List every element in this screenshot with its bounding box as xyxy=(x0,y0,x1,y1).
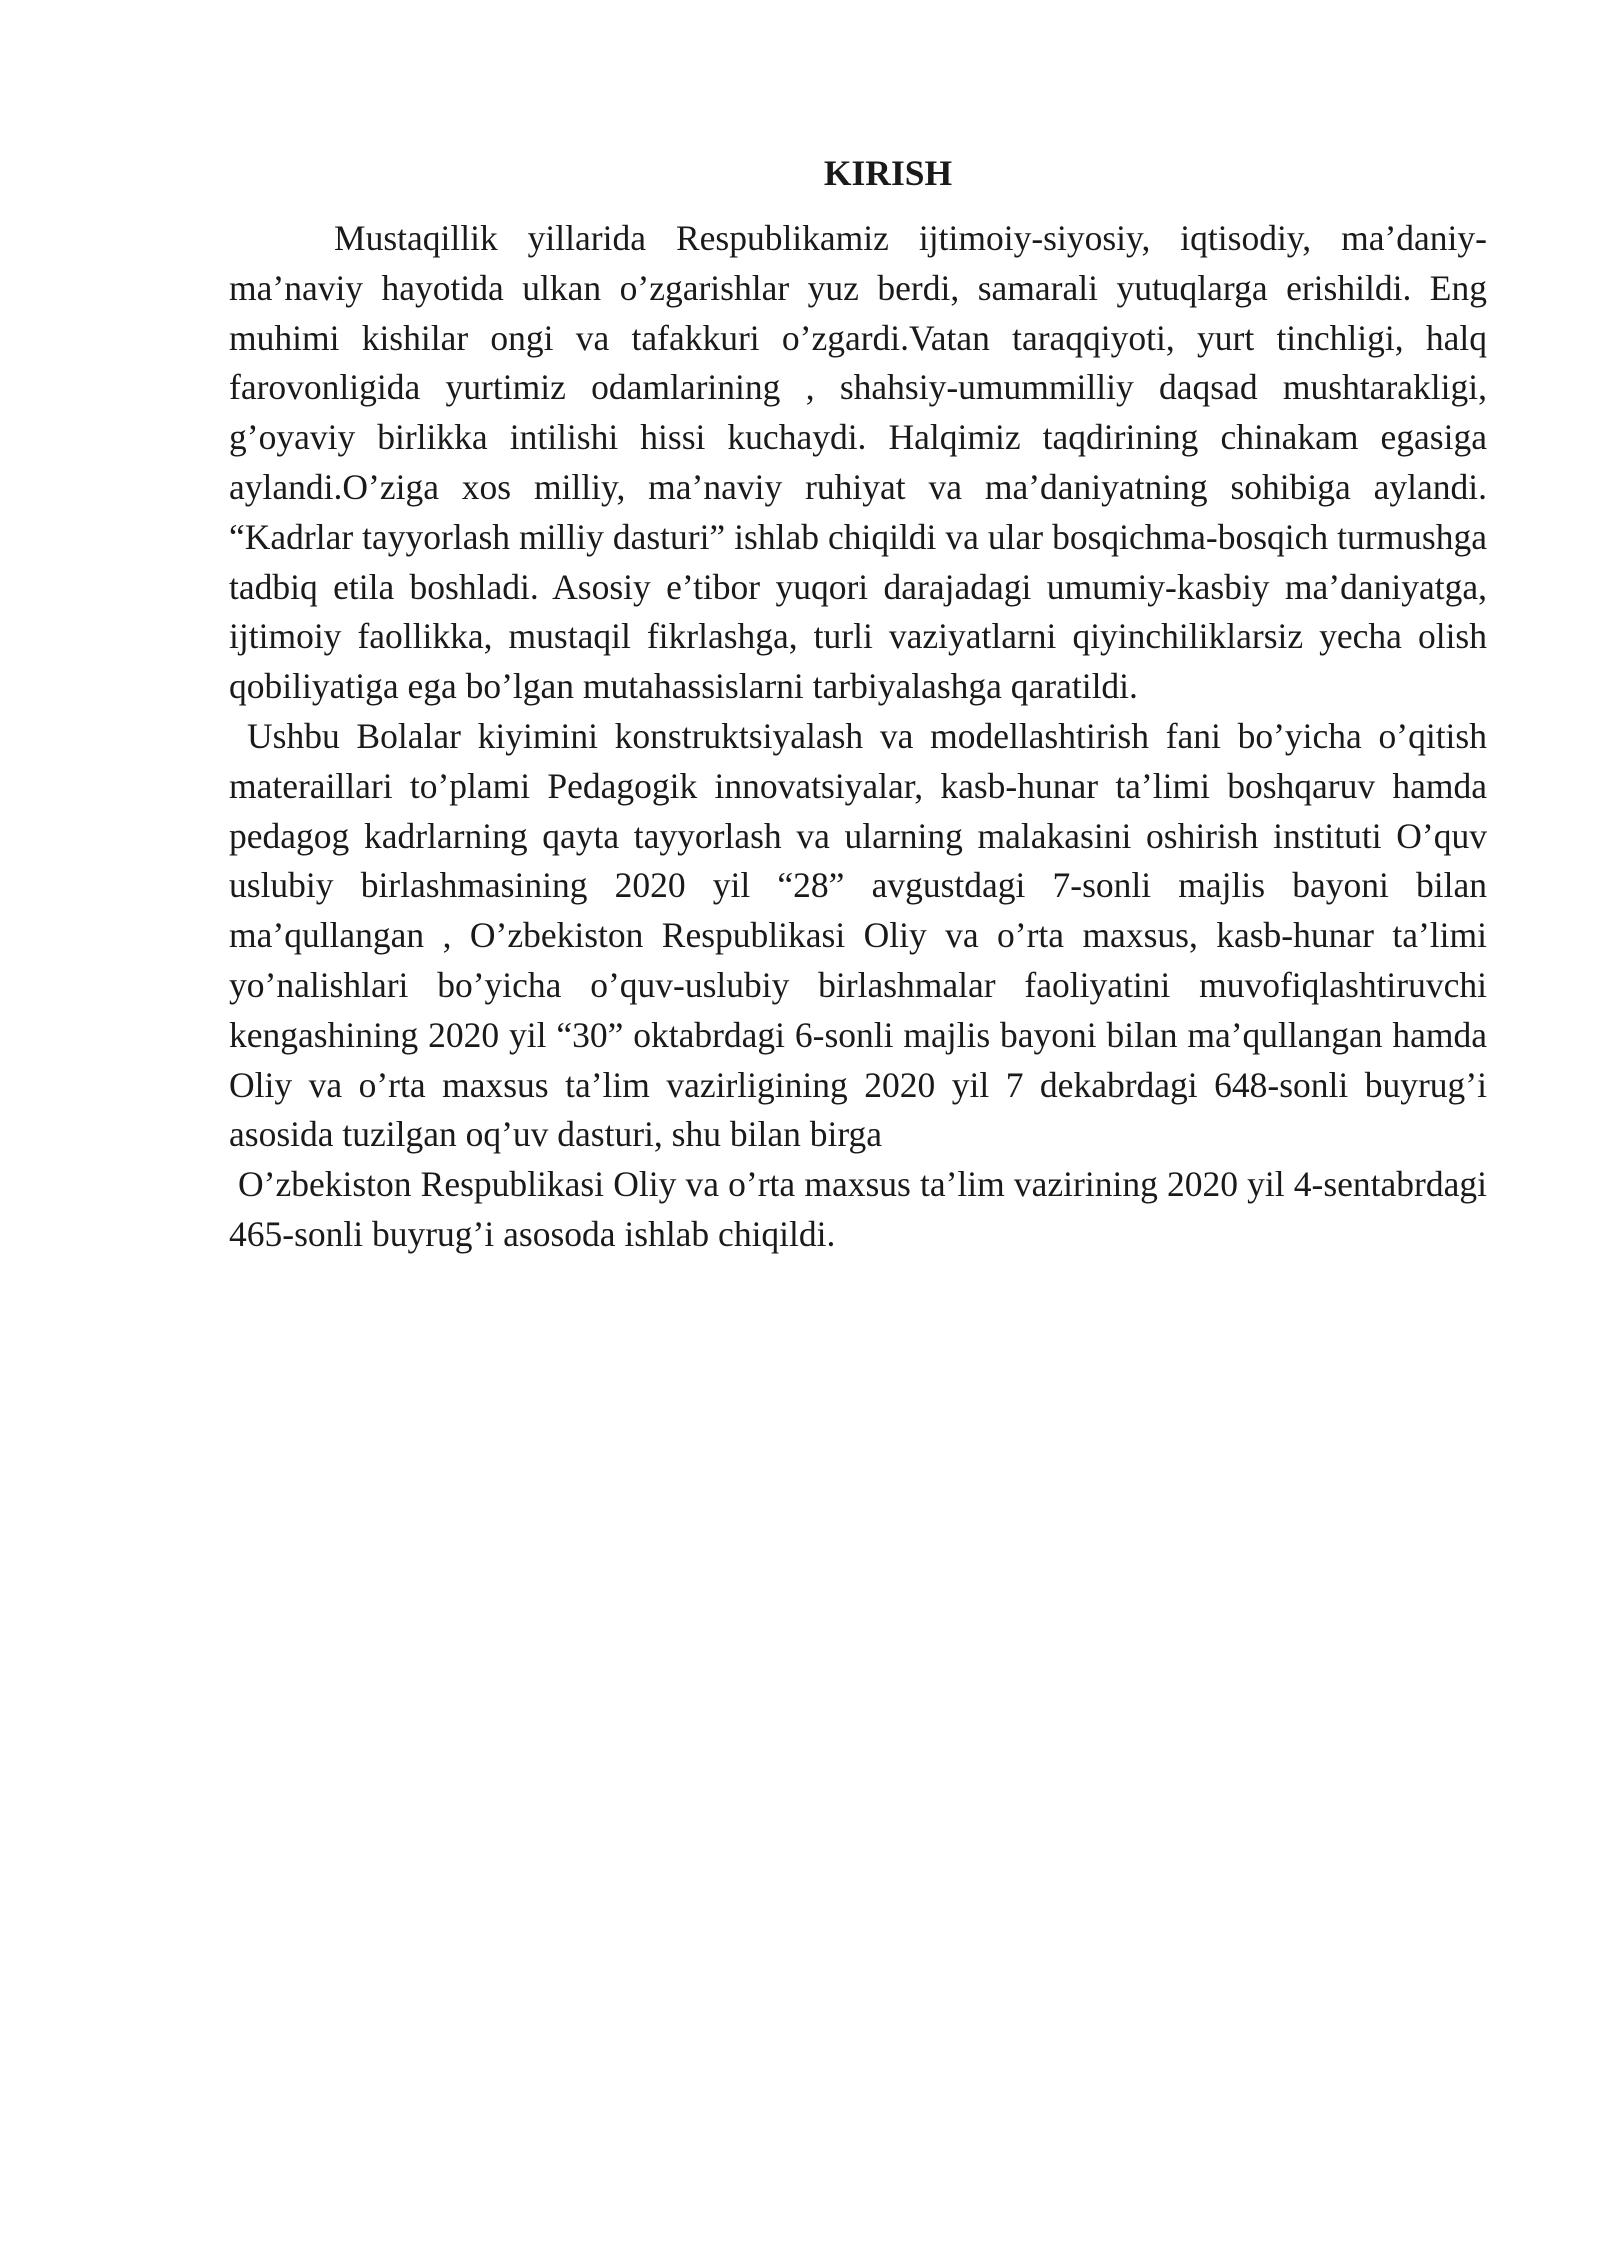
paragraph-order: O’zbekiston Respublikasi Oliy va o’rta maxsus ta’lim vazirining 2020 yil 4-sentabrdagi 465-sonli buyrug’i asosoda ishlab chiqildi. xyxy=(229,1164,1487,1254)
document-body xyxy=(229,148,1487,1260)
section-heading: KIRISH xyxy=(823,153,953,193)
paragraph-curriculum: Ushbu Bolalar kiyimini konstruktsiyalash va modellashtirish fani bo’yicha o’qitish materaillari to’plami Pedagogik innovatsiyalar, kasb-hunar ta’limi boshqaruv hamda pedagog kadrlarning qayta tayyorlash va ularning malakasini oshirish instituti O’quv uslubiy birlashmasining 2020 yil “28” avgustdagi 7-sonli majlis bayoni bilan ma’qullangan , O’zbekiston Respublikasi Oliy va o’rta maxsus, kasb-hunar ta’limi yo’nalishlari bo’yicha o’quv-uslubiy birlashmalar faoliyatini muvofiqlashtiruvchi kengashining 2020 yil “30” oktabrdagi 6-sonli majlis bayoni bilan ma’qullangan hamda Oliy va o’rta maxsus ta’lim vazirligining 2020 yil 7 dekabrdagi 648-sonli buyrug’i asosida tuzilgan oq’uv dasturi, shu bilan birga xyxy=(229,715,1487,1155)
paragraph-intro: Mustaqillik yillarida Respublikamiz ijtimoiy-siyosiy, iqtisodiy, ma’daniy-ma’naviy hayotida ulkan o’zgarishlar yuz berdi, samarali yutuqlarga erishildi. Eng muhimi kishilar ongi va tafakkuri o’zgardi.Vatan taraqqiyoti, yurt tinchligi, halq farovonligida yurtimiz odamlarining , shahsiy-umummilliy daqsad mushtarakligi, g’oyaviy birlikka intilishi hissi kuchaydi. Halqimiz taqdirining chinakam egasiga aylandi.O’ziga xos milliy, ma’naviy ruhiyat va ma’daniyatning sohibiga aylandi. “Kadrlar tayyorlash milliy dasturi” ishlab chiqildi va ular bosqichma-bosqich turmushga tadbiq etila boshladi. Asosiy e’tibor yuqori darajadagi umumiy-kasbiy ma’daniyatga, ijtimoiy faollikka, mustaqil fikrlashga, turli vaziyatlarni qiyinchiliklarsiz yecha olish qobiliyatiga ega bo’lgan mutahassislarni tarbiyalashga qaratildi. xyxy=(229,218,1487,707)
